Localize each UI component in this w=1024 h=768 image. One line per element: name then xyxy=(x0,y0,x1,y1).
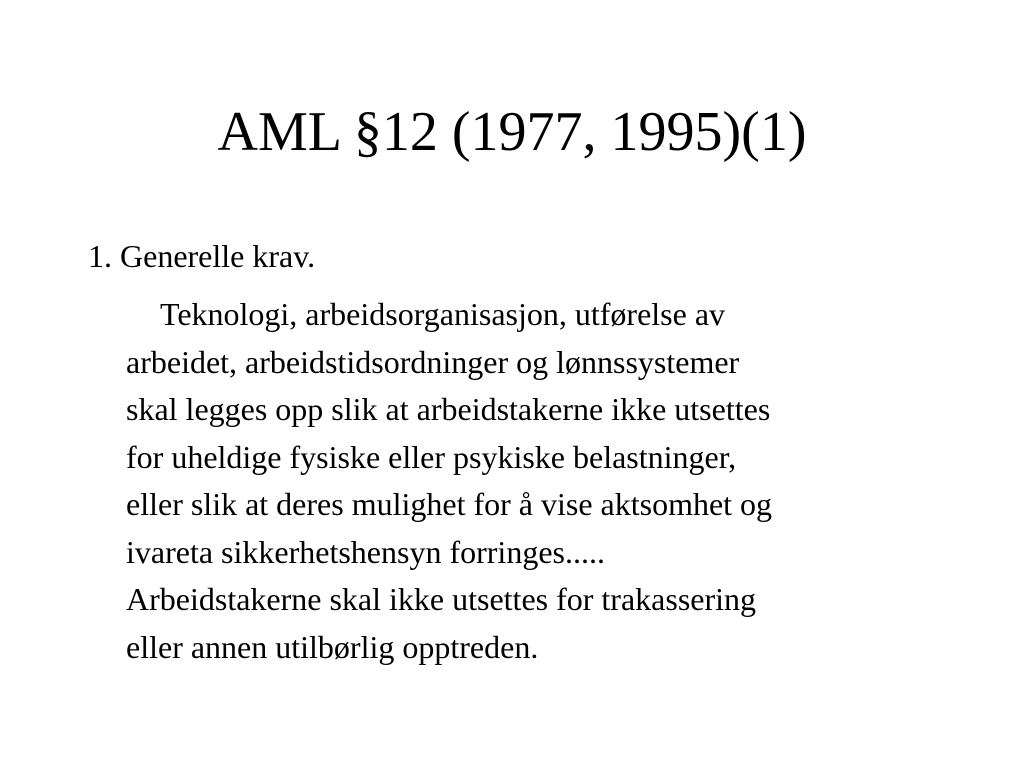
paragraph-line: ivareta sikkerhetshensyn forringes..... xyxy=(126,533,605,570)
paragraph-line: skal legges opp slik at arbeidstakerne ikke utsettes xyxy=(126,391,771,427)
section-heading: 1. Generelle krav. xyxy=(88,238,316,274)
paragraph-line: Arbeidstakerne skal ikke utsettes for trakassering xyxy=(126,581,757,617)
paragraph-line: eller slik at deres mulighet for å vise aktsomhet og xyxy=(126,486,773,522)
paragraph xyxy=(126,291,946,671)
paragraph-line: arbeidet, arbeidstidsordninger og lønnssystemer xyxy=(126,343,740,380)
slide-title: AML §12 (1977, 1995)(1) xyxy=(217,101,807,163)
paragraph-line: for uheldige fysiske eller psykiske belastninger, xyxy=(126,438,737,475)
paragraph-line: Teknologi, arbeidsorganisasjon, utførelse av xyxy=(160,296,726,332)
paragraph-line: eller annen utilbørlig opptreden. xyxy=(126,628,539,665)
